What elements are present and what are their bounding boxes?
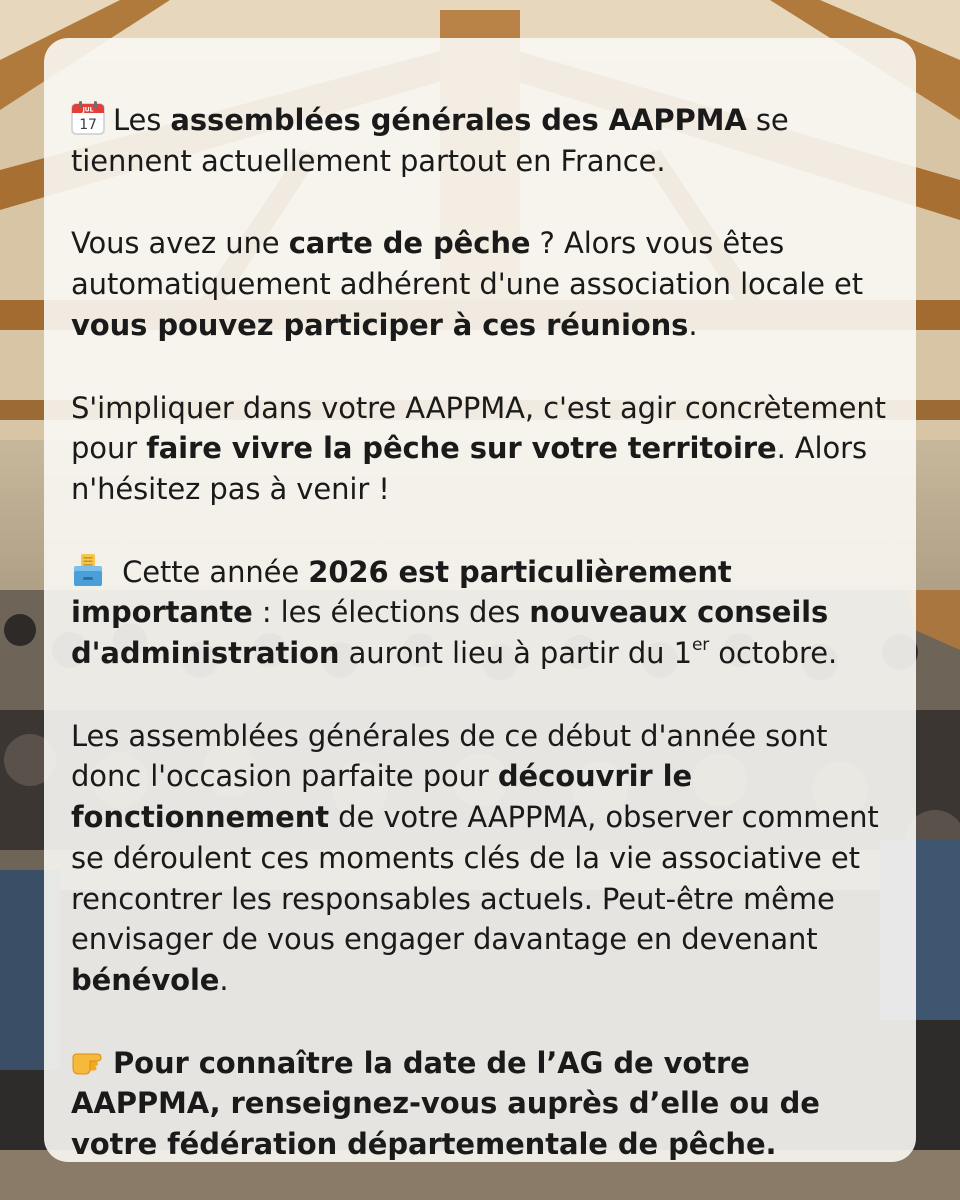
p2-text-3: . xyxy=(688,307,698,342)
p5-text-2: de votre AAPPMA, observer comment se déroulent ces moments clés de la vie associative et rencontrer les responsables actuels. Peut-être même envisager de vous engager davantage en devenant xyxy=(71,800,879,957)
pointing-hand-icon xyxy=(71,1044,105,1078)
p5-text-1: Les assemblées générales de ce début d'année sont donc l'occasion parfaite pour xyxy=(71,718,828,794)
p2-text-2: ? Alors vous êtes automatiquement adhérent d'une association locale et xyxy=(71,226,864,302)
p2-bold-1: carte de pêche xyxy=(288,226,531,261)
p4-bold-2: nouveaux conseils d'administration xyxy=(71,595,829,671)
p3-bold-1: faire vivre la pêche sur votre territoire xyxy=(146,431,777,466)
ballot-box-icon xyxy=(71,553,105,587)
paragraph-get-involved xyxy=(71,388,890,510)
p4-text-1: Cette année xyxy=(113,554,309,589)
paragraph-elections xyxy=(71,552,890,674)
p5-bold-1: découvrir le fonctionnement xyxy=(71,759,693,835)
paragraph-intro xyxy=(71,100,890,181)
p1-text-2: se tiennent actuellement partout en France. xyxy=(71,103,789,178)
p4-text-3: auront lieu à partir du 1 xyxy=(339,636,692,671)
p5-text-3: . xyxy=(219,962,229,997)
p6-bold-1: Pour connaître la date de l’AG de votre AAPPMA, renseignez-vous auprès d’elle ou de votre fédération départementale de pêche. xyxy=(71,1045,820,1162)
p3-text-2: . Alors n'hésitez pas à venir ! xyxy=(71,431,867,506)
p1-text-1: Les xyxy=(113,103,171,137)
calendar-day: 17 xyxy=(79,117,97,133)
paragraph-fishing-card xyxy=(71,223,890,345)
calendar-month: JUL xyxy=(82,106,94,114)
p5-bold-2: bénévole xyxy=(71,962,220,997)
p2-bold-2: vous pouvez participer à ces réunions xyxy=(71,307,689,342)
paragraph-call-to-action xyxy=(71,1043,890,1165)
calendar-icon xyxy=(71,101,105,135)
p4-superscript: er xyxy=(691,635,710,656)
paragraph-general-assemblies xyxy=(71,716,890,1001)
p3-text-1: S'impliquer dans votre AAPPMA, c'est agir concrètement pour xyxy=(71,390,886,466)
p4-text-2: : les élections des xyxy=(252,595,530,630)
p4-text-4: octobre. xyxy=(709,636,838,671)
p1-bold-1: assemblées générales des AAPPMA xyxy=(170,103,747,137)
post-text-card xyxy=(44,38,916,1162)
p2-text-1: Vous avez une xyxy=(71,226,289,261)
p4-bold-1: 2026 est particulièrement importante xyxy=(71,554,732,630)
